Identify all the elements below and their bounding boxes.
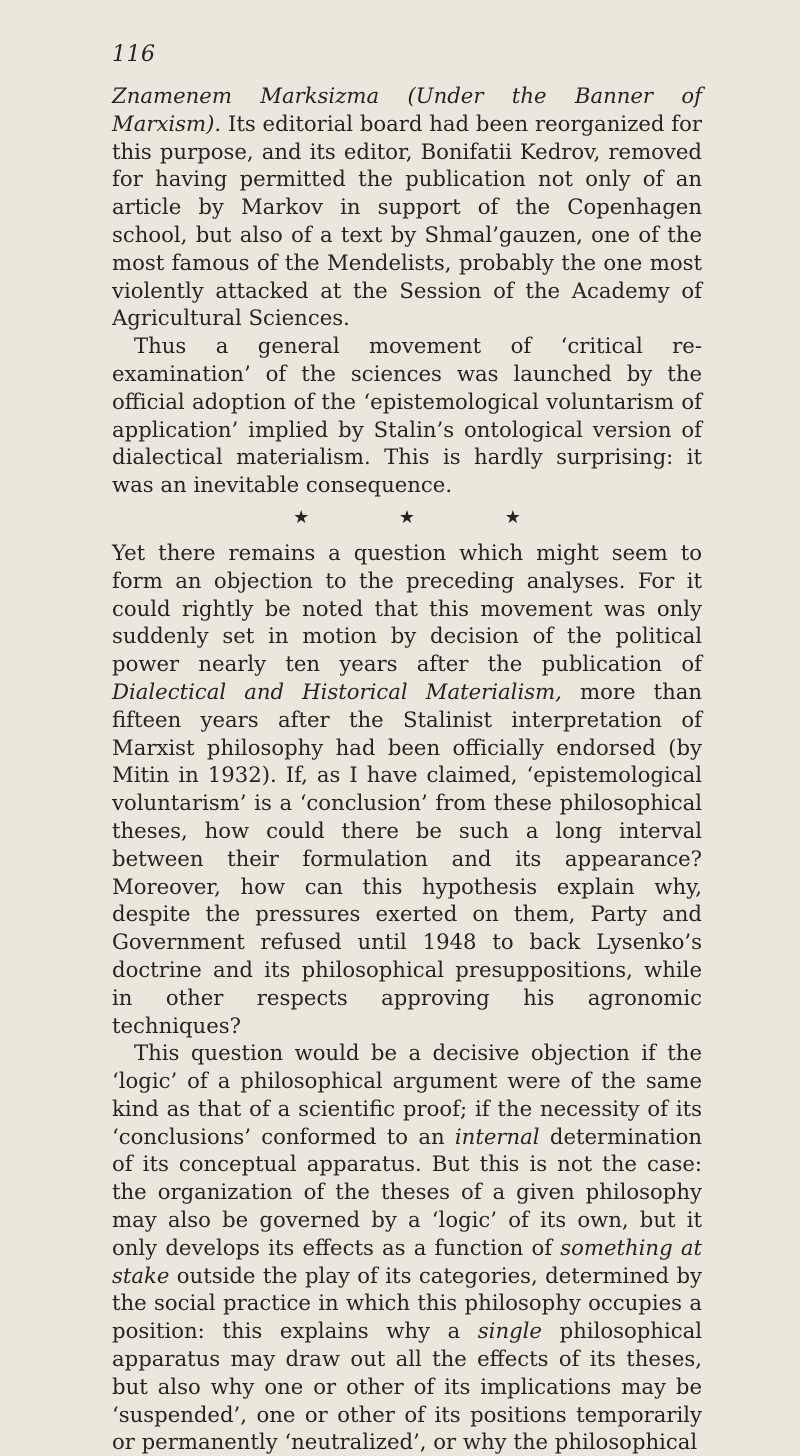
paragraph-4-text-c: outside the play of its categories, determined by the social practice in which this philosophy occupies a position: this explains why a	[112, 1262, 702, 1344]
paragraph-2	[112, 332, 702, 499]
body-text	[112, 82, 702, 1456]
paragraph-3-text-a: Yet there remains a question which might seem to form an objection to the preceding analyses. For it could rightly be noted that this movement was only suddenly set in motion by decision of the political power nearly ten years after the publication of	[112, 539, 702, 677]
paragraph-2-text: Thus a general movement of ‘critical re-examination’ of the sciences was launched by the official adoption of the ‘epistemological voluntarism of application’ implied by Stalin’s ontological version of dialectical materialism. This is hardly surprising: it was an inevitable consequence.	[112, 333, 702, 498]
journal-title-italic: Znamenem Marksizma (Under the Banner of Marxism).	[112, 83, 702, 136]
book-title-italic: Dialectical and Historical Materialism,	[112, 678, 562, 704]
paragraph-4	[112, 1039, 702, 1456]
paragraph-1	[112, 82, 702, 332]
paragraph-4-text-d: philosophical apparatus may draw out all the effects of its theses, but also why one or other of its implications may be ‘suspended’, one or other of its positions temporarily or permanently ‘neutralized’, or why the philosophical	[112, 1318, 702, 1455]
section-separator: ★ ★ ★	[293, 506, 563, 528]
emphasis-internal: internal	[454, 1123, 540, 1149]
paragraph-3-text-b: more than fifteen years after the Stalinist interpretation of Marxist philosophy had been officially endorsed (by Mitin in 1932). If, as I have claimed, ‘epistemological voluntarism’ is a ‘conclusion’ from these philosophical theses, how could there be such a long interval between their formulation and its appearance? Moreover, how can this hypothesis explain why, despite the pressures exerted on them, Party and Government refused until 1948 to back Lysenko’s doctrine and its philosophical presuppositions, while in other respects approving his agronomic techniques?	[112, 678, 702, 1038]
paragraph-4-text-a: This question would be a decisive objection if the ‘logic’ of a philosophical argument were of the same kind as that of a scientific proof; if the necessity of its ‘conclusions’ conformed to an	[112, 1040, 702, 1149]
emphasis-something-at-stake: something at stake	[112, 1234, 702, 1288]
emphasis-single: single	[477, 1318, 542, 1344]
paragraph-1-text: Its editorial board had been reorganized for this purpose, and its editor, Bonifatii Kedrov, removed for having permitted the publication not only of an article by Markov in support of the Copenhagen school, but also of a text by Shmal’gauzen, one of the most famous of the Mendelists, probably the one most violently attacked at the Session of the Academy of Agricultural Sciences.	[112, 110, 702, 331]
page-number: 116	[112, 42, 156, 67]
paragraph-4-text-b: determination of its conceptual apparatus. But this is not the case: the organization of the theses of a given philosophy may also be governed by a ‘logic’ of its own, but it only develops its effects as a function of	[112, 1123, 703, 1260]
paragraph-3	[112, 539, 702, 1039]
